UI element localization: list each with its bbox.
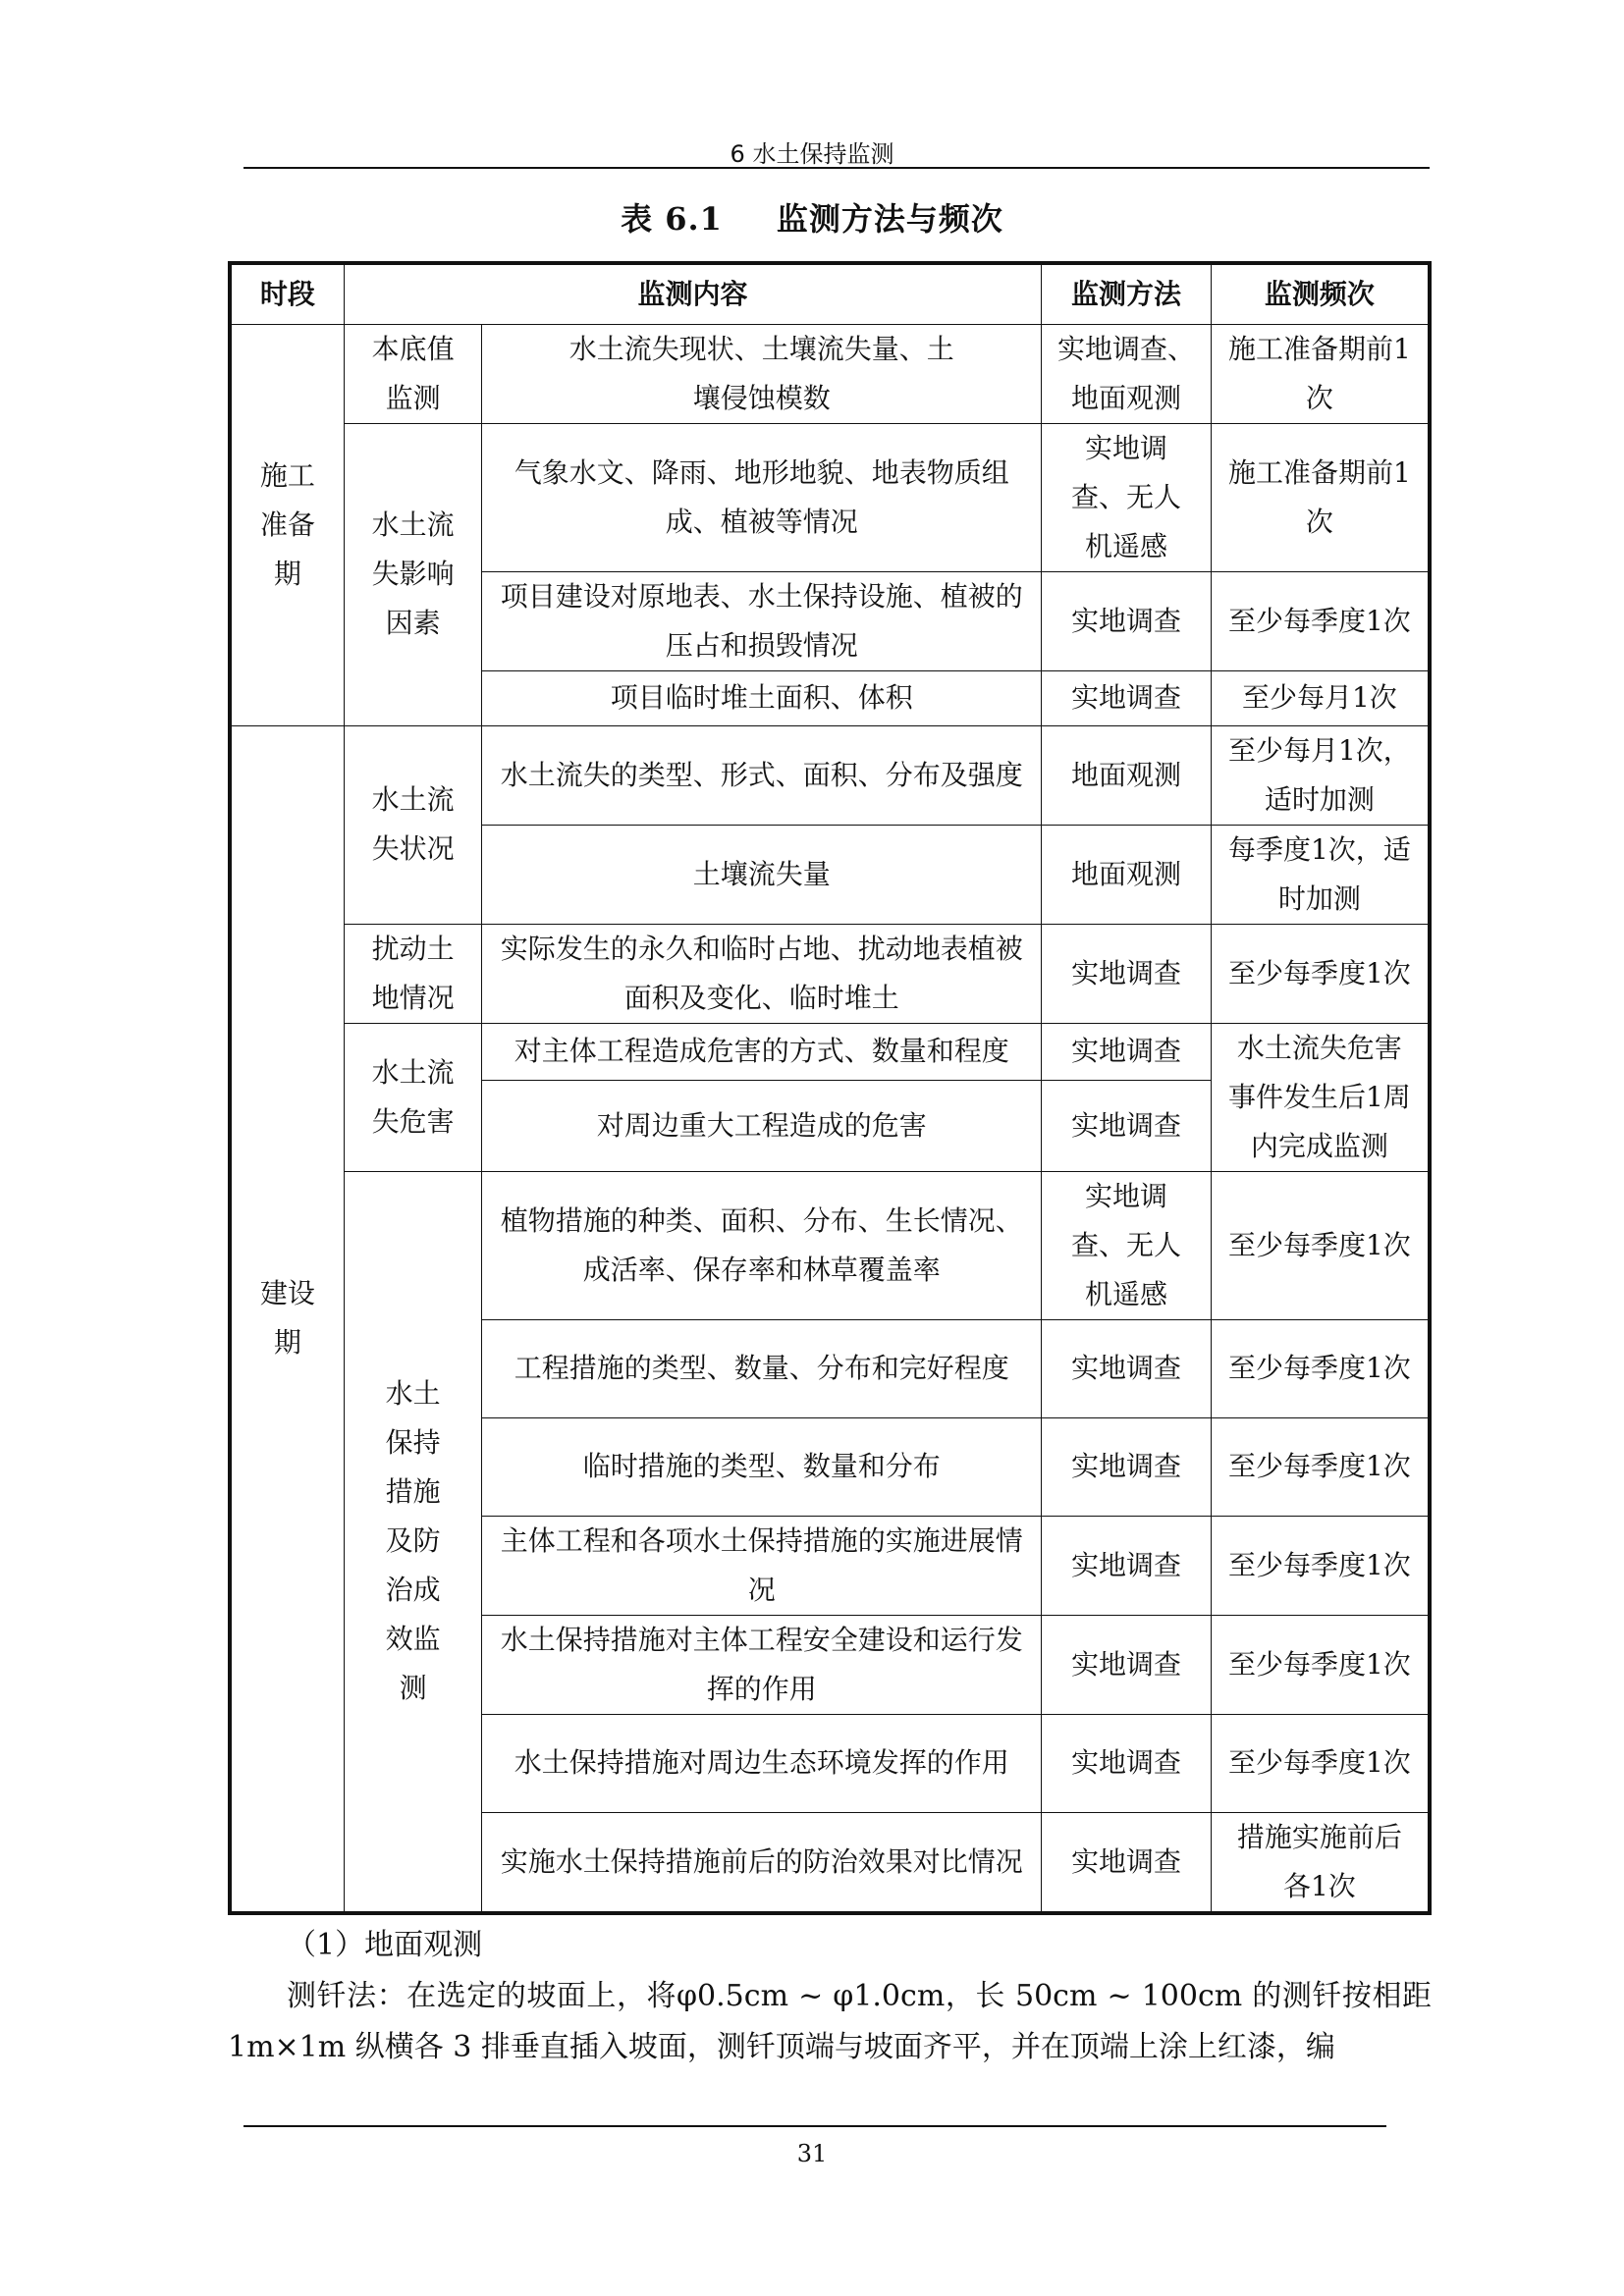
method-cell: 实地调查 (1042, 670, 1212, 725)
method-cell: 实地调查、无人机遥感 (1042, 423, 1212, 571)
method-cell: 实地调查 (1042, 1023, 1212, 1081)
frequency-cell: 至少每月1次，适时加测 (1211, 725, 1430, 825)
content-cell: 植物措施的种类、面积、分布、生长情况、成活率、保存率和林草覆盖率 (482, 1171, 1042, 1319)
frequency-cell: 施工准备期前1次 (1211, 324, 1430, 423)
category-cell: 水土保持措施及防治成效监测 (344, 1171, 481, 1913)
running-header: 6 水土保持监测 (730, 140, 894, 168)
frequency-cell: 至少每季度1次 (1211, 1516, 1430, 1615)
content-cell: 项目临时堆土面积、体积 (482, 670, 1042, 725)
method-cell: 实地调查、无人机遥感 (1042, 1171, 1212, 1319)
method-cell: 实地调查 (1042, 924, 1212, 1023)
table-row (230, 324, 1430, 423)
frequency-cell: 至少每季度1次 (1211, 571, 1430, 670)
frequency-cell: 至少每季度1次 (1211, 1319, 1430, 1417)
content-cell: 主体工程和各项水土保持措施的实施进展情况 (482, 1516, 1042, 1615)
content-cell: 土壤流失量 (482, 825, 1042, 924)
frequency-cell: 至少每季度1次 (1211, 1171, 1430, 1319)
content-cell: 项目建设对原地表、水土保持设施、植被的压占和损毁情况 (482, 571, 1042, 670)
content-cell: 水土保持措施对周边生态环境发挥的作用 (482, 1714, 1042, 1812)
page-number: 31 (796, 2140, 828, 2167)
header-method: 监测方法 (1042, 263, 1212, 324)
content-cell: 实际发生的永久和临时占地、扰动地表植被面积及变化、临时堆土 (482, 924, 1042, 1023)
table-title (0, 194, 1624, 240)
method-cell: 实地调查 (1042, 1417, 1212, 1516)
content-cell: 水土保持措施对主体工程安全建设和运行发挥的作用 (482, 1615, 1042, 1714)
header-period: 时段 (230, 263, 344, 324)
frequency-cell: 施工准备期前1次 (1211, 423, 1430, 571)
table-number: 表 6.1 (621, 200, 723, 238)
content-cell: 气象水文、降雨、地形地貌、地表物质组成、植被等情况 (482, 423, 1042, 571)
content-cell: 实施水土保持措施前后的防治效果对比情况 (482, 1812, 1042, 1913)
category-cell: 扰动土地情况 (344, 924, 481, 1023)
category-cell: 水土流失影响因素 (344, 423, 481, 725)
method-cell: 实地调查 (1042, 1714, 1212, 1812)
body-paragraph: 测钎法：在选定的坡面上，将φ0.5cm ~ φ1.0cm，长 50cm ~ 100cm 的测钎按相距 1m×1m 纵横各 3 排垂直插入坡面，测钎顶端与坡面齐平，并在顶端上涂上红漆，编 (228, 1979, 1432, 2064)
frequency-cell: 至少每月1次 (1211, 670, 1430, 725)
frequency-cell: 至少每季度1次 (1211, 1615, 1430, 1714)
method-cell: 实地调查 (1042, 1812, 1212, 1913)
table-row (230, 1023, 1430, 1081)
category-cell: 水土流失状况 (344, 725, 481, 924)
header-rule (244, 167, 1430, 169)
table-row (230, 1171, 1430, 1319)
footer-rule (244, 2125, 1386, 2127)
method-cell: 实地调查 (1042, 1615, 1212, 1714)
content-cell: 水土流失的类型、形式、面积、分布及强度 (482, 725, 1042, 825)
content-cell: 对主体工程造成危害的方式、数量和程度 (482, 1023, 1042, 1081)
table-header-row (230, 263, 1430, 324)
table-row (230, 924, 1430, 1023)
method-cell: 实地调查、地面观测 (1042, 324, 1212, 423)
frequency-cell: 至少每季度1次 (1211, 1714, 1430, 1812)
method-cell: 地面观测 (1042, 725, 1212, 825)
frequency-cell: 至少每季度1次 (1211, 924, 1430, 1023)
method-cell: 实地调查 (1042, 571, 1212, 670)
frequency-cell: 措施实施前后各1次 (1211, 1812, 1430, 1913)
table-row (230, 423, 1430, 571)
period-cell: 施工准备期 (230, 324, 344, 725)
content-cell: 水土流失现状、土壤流失量、土壤侵蚀模数 (482, 324, 1042, 423)
content-cell: 对周边重大工程造成的危害 (482, 1081, 1042, 1171)
monitoring-table (228, 261, 1432, 1915)
category-cell: 水土流失危害 (344, 1023, 481, 1171)
header-frequency: 监测频次 (1211, 263, 1430, 324)
frequency-cell: 水土流失危害事件发生后1周内完成监测 (1211, 1023, 1430, 1171)
method-cell: 实地调查 (1042, 1516, 1212, 1615)
content-cell: 工程措施的类型、数量、分布和完好程度 (482, 1319, 1042, 1417)
category-cell: 本底值监测 (344, 324, 481, 423)
method-cell: 实地调查 (1042, 1081, 1212, 1171)
frequency-cell: 每季度1次，适时加测 (1211, 825, 1430, 924)
method-cell: 实地调查 (1042, 1319, 1212, 1417)
content-cell: 临时措施的类型、数量和分布 (482, 1417, 1042, 1516)
table-row (230, 725, 1430, 825)
subheading: （1）地面观测 (287, 1928, 483, 1962)
header-content: 监测内容 (344, 263, 1041, 324)
method-cell: 地面观测 (1042, 825, 1212, 924)
table-caption: 监测方法与频次 (776, 200, 1003, 238)
period-cell: 建设期 (230, 725, 344, 1913)
frequency-cell: 至少每季度1次 (1211, 1417, 1430, 1516)
